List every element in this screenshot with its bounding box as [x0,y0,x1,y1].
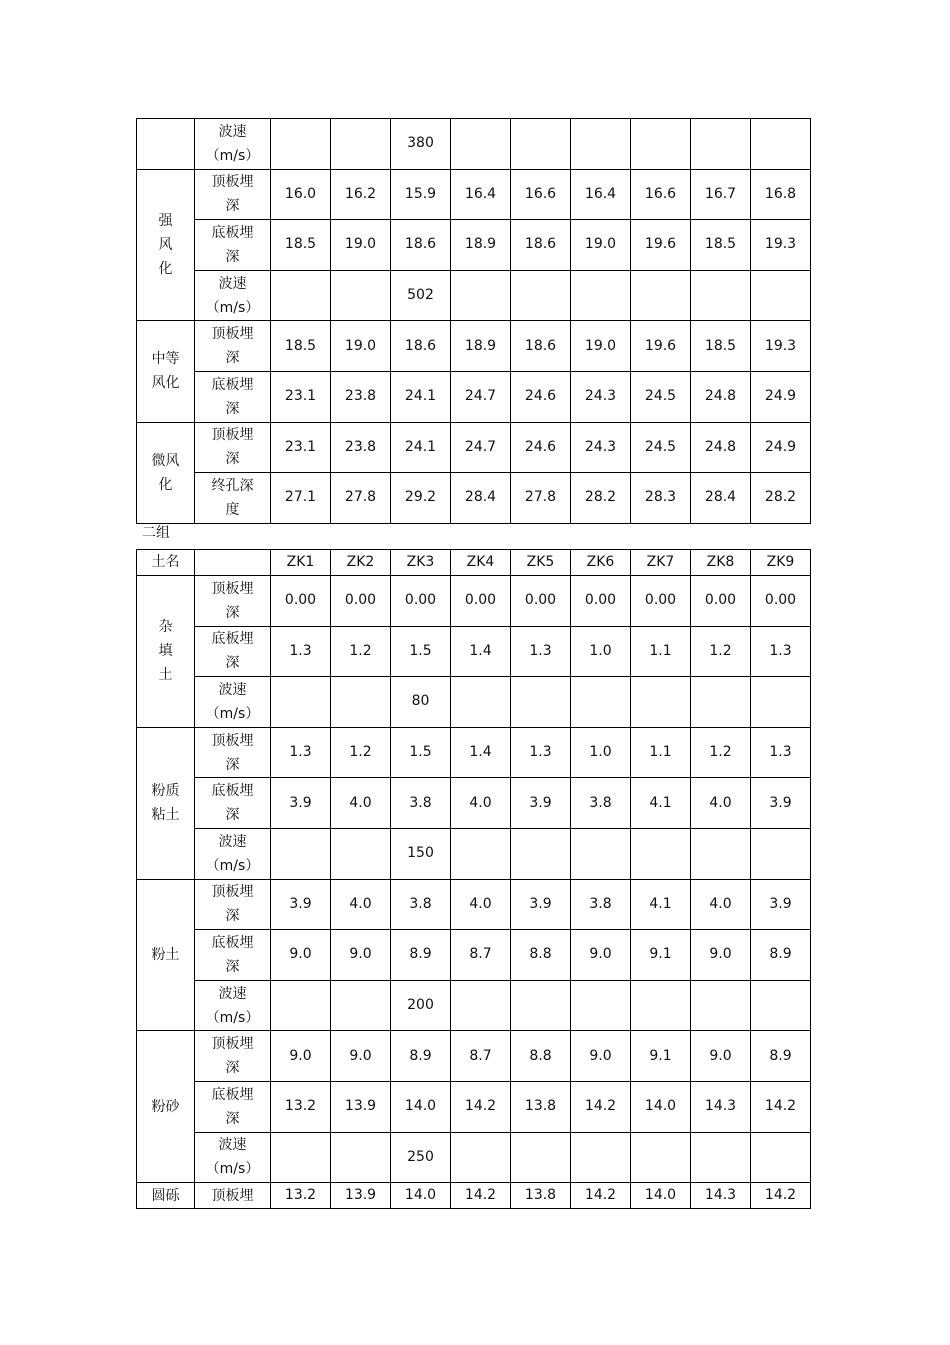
row-label-cell: 顶板埋 深 [195,169,271,220]
value-cell: 19.3 [751,321,811,372]
value-cell: 18.6 [511,321,571,372]
value-cell: 14.3 [691,1081,751,1132]
value-cell: 27.8 [331,473,391,524]
value-cell: 16.7 [691,169,751,220]
value-cell: 28.4 [691,473,751,524]
value-cell: 3.8 [391,778,451,829]
value-cell: 8.9 [751,930,811,981]
value-cell: 3.8 [571,879,631,930]
row-label-cell: 波速 （m/s） [195,828,271,879]
value-cell: 14.2 [751,1183,811,1209]
row-label-cell: 底板埋 深 [195,371,271,422]
value-cell: 16.4 [571,169,631,220]
value-cell: 28.2 [571,473,631,524]
row-label-cell: 顶板埋 [195,1183,271,1209]
value-cell: 1.5 [391,727,451,778]
value-cell: 14.0 [391,1183,451,1209]
soil-name-cell: 圆砾 [137,1183,195,1209]
soil-name-cell: 强 风 化 [137,169,195,321]
row-label-cell: 底板埋 深 [195,778,271,829]
value-cell: 24.8 [691,422,751,473]
value-cell: 80 [391,677,451,728]
table-row [137,321,811,372]
header-borehole: ZK1 [271,550,331,576]
table-row [137,828,811,879]
value-cell: 18.9 [451,321,511,372]
soil-name-cell: 中等 风化 [137,321,195,422]
value-cell [751,119,811,170]
value-cell: 4.0 [331,879,391,930]
value-cell [571,119,631,170]
value-cell: 16.8 [751,169,811,220]
value-cell: 19.0 [331,220,391,271]
table-row [137,270,811,321]
value-cell: 4.0 [451,879,511,930]
value-cell: 14.0 [391,1081,451,1132]
value-cell [451,980,511,1031]
table-row [137,1081,811,1132]
table-row [137,778,811,829]
value-cell [571,980,631,1031]
value-cell [331,1132,391,1183]
table-row [137,930,811,981]
value-cell [451,1132,511,1183]
value-cell: 14.2 [571,1183,631,1209]
value-cell [751,270,811,321]
value-cell: 24.7 [451,422,511,473]
value-cell: 4.0 [691,778,751,829]
row-label-cell: 终孔深 度 [195,473,271,524]
value-cell: 9.1 [631,1031,691,1082]
value-cell: 380 [391,119,451,170]
value-cell: 0.00 [751,576,811,627]
value-cell: 3.9 [751,778,811,829]
value-cell: 19.6 [631,321,691,372]
value-cell: 0.00 [571,576,631,627]
value-cell: 16.2 [331,169,391,220]
value-cell: 1.5 [391,626,451,677]
row-label-cell: 底板埋 深 [195,626,271,677]
row-label-cell: 顶板埋 深 [195,1031,271,1082]
value-cell: 14.0 [631,1183,691,1209]
value-cell [331,828,391,879]
table-row [137,1031,811,1082]
header-borehole: ZK2 [331,550,391,576]
table-row [137,119,811,170]
value-cell: 23.1 [271,422,331,473]
table-row [137,576,811,627]
value-cell: 9.0 [271,930,331,981]
value-cell: 0.00 [691,576,751,627]
row-label-cell: 波速 （m/s） [195,980,271,1031]
value-cell [571,677,631,728]
value-cell: 0.00 [511,576,571,627]
value-cell: 13.8 [511,1081,571,1132]
table-row [137,980,811,1031]
value-cell [751,677,811,728]
value-cell: 9.0 [331,1031,391,1082]
value-cell: 1.1 [631,626,691,677]
row-label-cell: 波速 （m/s） [195,119,271,170]
value-cell [691,270,751,321]
value-cell [511,980,571,1031]
value-cell [451,119,511,170]
value-cell: 1.3 [751,626,811,677]
value-cell: 14.2 [451,1081,511,1132]
value-cell: 1.2 [691,626,751,677]
value-cell: 24.6 [511,371,571,422]
value-cell: 8.9 [751,1031,811,1082]
row-label-cell: 底板埋 深 [195,1081,271,1132]
row-label-cell: 波速 （m/s） [195,677,271,728]
row-label-cell: 顶板埋 深 [195,879,271,930]
table-row [137,1183,811,1209]
value-cell: 4.1 [631,879,691,930]
value-cell: 8.8 [511,930,571,981]
value-cell: 1.4 [451,626,511,677]
value-cell: 19.0 [571,321,631,372]
value-cell: 4.0 [691,879,751,930]
value-cell [271,828,331,879]
value-cell: 9.0 [331,930,391,981]
value-cell: 8.7 [451,1031,511,1082]
value-cell: 15.9 [391,169,451,220]
value-cell: 3.9 [751,879,811,930]
value-cell: 1.2 [331,626,391,677]
value-cell [751,980,811,1031]
row-label-cell: 底板埋 深 [195,220,271,271]
value-cell: 28.2 [751,473,811,524]
value-cell [271,1132,331,1183]
value-cell [331,677,391,728]
value-cell: 18.5 [691,321,751,372]
value-cell: 16.6 [631,169,691,220]
value-cell: 3.9 [511,778,571,829]
value-cell: 1.1 [631,727,691,778]
header-soil-name: 土名 [137,550,195,576]
value-cell: 23.8 [331,371,391,422]
value-cell [271,119,331,170]
value-cell: 8.7 [451,930,511,981]
value-cell: 19.3 [751,220,811,271]
value-cell: 23.8 [331,422,391,473]
header-borehole: ZK3 [391,550,451,576]
value-cell: 1.3 [271,727,331,778]
soil-name-cell: 粉砂 [137,1031,195,1183]
value-cell [331,980,391,1031]
table-row [137,473,811,524]
value-cell: 13.2 [271,1081,331,1132]
row-label-cell: 顶板埋 深 [195,321,271,372]
value-cell: 9.0 [691,930,751,981]
table-row [137,220,811,271]
header-borehole: ZK5 [511,550,571,576]
soil-name-cell: 杂 填 土 [137,576,195,728]
value-cell [571,1132,631,1183]
value-cell [691,828,751,879]
value-cell: 3.8 [391,879,451,930]
value-cell: 1.2 [691,727,751,778]
soil-layer-table-part1 [136,118,811,524]
value-cell: 13.9 [331,1183,391,1209]
value-cell [331,270,391,321]
soil-name-cell: 粉质 粘土 [137,727,195,879]
value-cell: 1.2 [331,727,391,778]
value-cell [511,270,571,321]
value-cell: 0.00 [331,576,391,627]
header-borehole: ZK7 [631,550,691,576]
value-cell [691,980,751,1031]
value-cell: 13.2 [271,1183,331,1209]
value-cell [511,1132,571,1183]
value-cell: 8.8 [511,1031,571,1082]
value-cell: 23.1 [271,371,331,422]
value-cell: 1.0 [571,626,631,677]
value-cell: 3.9 [271,778,331,829]
value-cell: 13.8 [511,1183,571,1209]
value-cell: 18.6 [511,220,571,271]
value-cell [631,828,691,879]
value-cell: 14.2 [751,1081,811,1132]
value-cell: 4.0 [331,778,391,829]
value-cell [631,980,691,1031]
value-cell [271,270,331,321]
value-cell [451,828,511,879]
value-cell: 16.0 [271,169,331,220]
value-cell: 0.00 [391,576,451,627]
value-cell: 1.4 [451,727,511,778]
value-cell [751,828,811,879]
value-cell: 1.3 [511,626,571,677]
value-cell: 1.0 [571,727,631,778]
value-cell: 1.3 [751,727,811,778]
value-cell: 3.8 [571,778,631,829]
row-label-cell: 底板埋 深 [195,930,271,981]
table-row [137,371,811,422]
group-2-label: 二组 [142,525,170,541]
value-cell: 8.9 [391,1031,451,1082]
value-cell: 18.5 [271,220,331,271]
value-cell [631,1132,691,1183]
value-cell: 0.00 [451,576,511,627]
value-cell: 3.9 [511,879,571,930]
value-cell [691,677,751,728]
value-cell: 9.0 [571,930,631,981]
value-cell: 0.00 [631,576,691,627]
soil-name-cell [137,119,195,170]
value-cell: 18.5 [691,220,751,271]
value-cell: 4.0 [451,778,511,829]
value-cell: 502 [391,270,451,321]
value-cell: 14.0 [631,1081,691,1132]
row-label-cell: 波速 （m/s） [195,1132,271,1183]
value-cell: 24.1 [391,422,451,473]
value-cell: 200 [391,980,451,1031]
value-cell: 1.3 [511,727,571,778]
value-cell [631,119,691,170]
value-cell: 19.6 [631,220,691,271]
value-cell: 28.4 [451,473,511,524]
value-cell: 18.9 [451,220,511,271]
value-cell: 13.9 [331,1081,391,1132]
value-cell [751,1132,811,1183]
table-row [137,879,811,930]
value-cell: 250 [391,1132,451,1183]
value-cell [451,270,511,321]
value-cell: 14.2 [451,1183,511,1209]
value-cell: 27.1 [271,473,331,524]
table-header-row [137,550,811,576]
value-cell [271,677,331,728]
value-cell: 14.2 [571,1081,631,1132]
table-row [137,169,811,220]
value-cell: 14.3 [691,1183,751,1209]
value-cell [271,980,331,1031]
table-row [137,1132,811,1183]
row-label-cell: 波速 （m/s） [195,270,271,321]
value-cell: 150 [391,828,451,879]
value-cell: 3.9 [271,879,331,930]
table-row [137,677,811,728]
value-cell [571,270,631,321]
value-cell: 1.3 [271,626,331,677]
value-cell: 24.3 [571,422,631,473]
value-cell [571,828,631,879]
value-cell: 24.9 [751,371,811,422]
value-cell: 24.5 [631,422,691,473]
soil-layer-table-group2 [136,549,811,1209]
value-cell: 16.6 [511,169,571,220]
value-cell [511,828,571,879]
value-cell: 24.1 [391,371,451,422]
soil-name-cell: 微风 化 [137,422,195,523]
header-borehole: ZK9 [751,550,811,576]
value-cell: 9.0 [691,1031,751,1082]
header-borehole: ZK4 [451,550,511,576]
value-cell: 19.0 [331,321,391,372]
soil-name-cell: 粉土 [137,879,195,1031]
value-cell: 29.2 [391,473,451,524]
value-cell: 28.3 [631,473,691,524]
value-cell [631,677,691,728]
value-cell [511,677,571,728]
value-cell: 24.8 [691,371,751,422]
value-cell [451,677,511,728]
value-cell [511,119,571,170]
value-cell [331,119,391,170]
table-row [137,727,811,778]
value-cell: 9.0 [271,1031,331,1082]
row-label-cell: 顶板埋 深 [195,576,271,627]
row-label-cell: 顶板埋 深 [195,727,271,778]
table-row [137,422,811,473]
value-cell: 18.6 [391,220,451,271]
value-cell: 9.0 [571,1031,631,1082]
row-label-cell: 顶板埋 深 [195,422,271,473]
value-cell: 19.0 [571,220,631,271]
value-cell: 24.9 [751,422,811,473]
value-cell: 18.6 [391,321,451,372]
value-cell: 8.9 [391,930,451,981]
header-label [195,550,271,576]
value-cell [631,270,691,321]
value-cell: 24.3 [571,371,631,422]
value-cell [691,1132,751,1183]
value-cell: 24.5 [631,371,691,422]
value-cell: 9.1 [631,930,691,981]
header-borehole: ZK6 [571,550,631,576]
value-cell: 27.8 [511,473,571,524]
value-cell: 16.4 [451,169,511,220]
value-cell: 24.6 [511,422,571,473]
value-cell [691,119,751,170]
header-borehole: ZK8 [691,550,751,576]
value-cell: 4.1 [631,778,691,829]
table-row [137,626,811,677]
value-cell: 18.5 [271,321,331,372]
value-cell: 0.00 [271,576,331,627]
value-cell: 24.7 [451,371,511,422]
